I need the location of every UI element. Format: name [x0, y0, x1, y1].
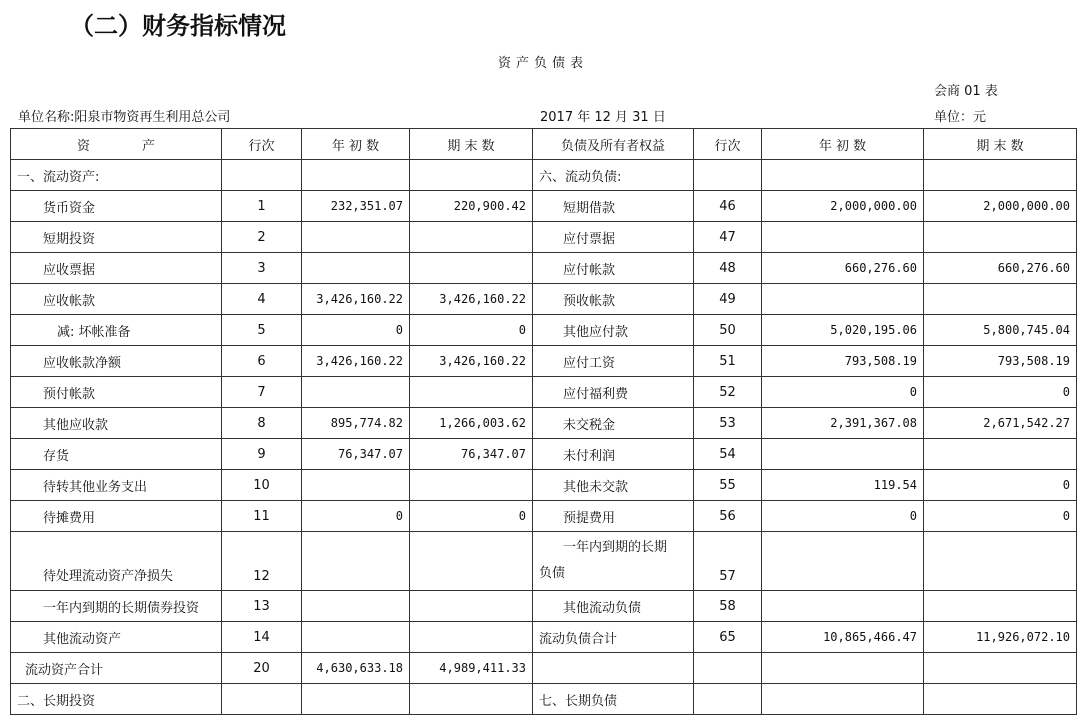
asset-label: 减: 坏帐准备	[11, 315, 222, 346]
unit-name: 单位名称:阳泉市物资再生利用总公司	[18, 110, 231, 125]
header-line-no-2: 行次	[694, 129, 762, 160]
asset-end: 76,347.07	[410, 439, 533, 470]
liability-begin	[762, 684, 924, 715]
liability-label: 应付工资	[533, 346, 694, 377]
asset-end: 3,426,160.22	[410, 284, 533, 315]
asset-line-no	[222, 684, 302, 715]
asset-begin: 895,774.82	[302, 408, 410, 439]
liability-end	[924, 439, 1077, 470]
table-header-row	[11, 129, 1077, 160]
asset-end	[410, 377, 533, 408]
table-row	[11, 408, 1077, 439]
liability-end	[924, 284, 1077, 315]
liability-label: 应付票据	[533, 222, 694, 253]
asset-label: 待转其他业务支出	[11, 470, 222, 501]
asset-label: 待摊费用	[11, 501, 222, 532]
asset-begin	[302, 160, 410, 191]
liability-begin	[762, 160, 924, 191]
liability-end: 11,926,072.10	[924, 622, 1077, 653]
liability-end	[924, 591, 1077, 622]
asset-line-no: 12	[222, 532, 302, 591]
asset-line-no: 10	[222, 470, 302, 501]
asset-end	[410, 253, 533, 284]
liability-end	[924, 653, 1077, 684]
liability-line-no: 47	[694, 222, 762, 253]
liability-begin: 2,391,367.08	[762, 408, 924, 439]
liability-label-line-1: 一年内到期的长期	[563, 540, 668, 555]
asset-line-no: 9	[222, 439, 302, 470]
asset-label: 流动资产合计	[11, 653, 222, 684]
liability-line-no	[694, 653, 762, 684]
liability-label	[533, 653, 694, 684]
form-number: 会商 01 表	[934, 84, 998, 99]
asset-label: 二、长期投资	[11, 684, 222, 715]
asset-label: 预付帐款	[11, 377, 222, 408]
liability-label: 未交税金	[533, 408, 694, 439]
asset-line-no: 6	[222, 346, 302, 377]
asset-end	[410, 470, 533, 501]
asset-line-no: 11	[222, 501, 302, 532]
header-liability: 负债及所有者权益	[533, 129, 694, 160]
currency-unit: 单位：元	[934, 110, 987, 125]
asset-begin	[302, 532, 410, 591]
liability-line-no	[694, 684, 762, 715]
table-row	[11, 622, 1077, 653]
liability-line-no: 54	[694, 439, 762, 470]
asset-label: 应收票据	[11, 253, 222, 284]
table-row	[11, 253, 1077, 284]
liability-label: 未付利润	[533, 439, 694, 470]
liability-end	[924, 532, 1077, 591]
liability-begin	[762, 222, 924, 253]
liability-label-line-2: 负债	[539, 566, 566, 581]
asset-line-no: 3	[222, 253, 302, 284]
asset-begin	[302, 622, 410, 653]
liability-label: 应付福利费	[533, 377, 694, 408]
liability-end: 2,000,000.00	[924, 191, 1077, 222]
liability-line-no: 56	[694, 501, 762, 532]
asset-begin: 3,426,160.22	[302, 284, 410, 315]
asset-end	[410, 532, 533, 591]
asset-end: 0	[410, 501, 533, 532]
asset-line-no: 20	[222, 653, 302, 684]
table-row	[11, 684, 1077, 715]
header-begin-2: 年 初 数	[762, 129, 924, 160]
table-row	[11, 160, 1077, 191]
table-row	[11, 470, 1077, 501]
liability-begin	[762, 591, 924, 622]
asset-line-no: 8	[222, 408, 302, 439]
report-date: 2017 年 12 月 31 日	[540, 110, 666, 125]
liability-begin: 5,020,195.06	[762, 315, 924, 346]
asset-begin	[302, 377, 410, 408]
asset-label: 一年内到期的长期债券投资	[11, 591, 222, 622]
asset-line-no: 5	[222, 315, 302, 346]
asset-end	[410, 622, 533, 653]
asset-begin: 0	[302, 315, 410, 346]
liability-line-no: 50	[694, 315, 762, 346]
header-begin: 年 初 数	[302, 129, 410, 160]
asset-end: 1,266,003.62	[410, 408, 533, 439]
liability-end	[924, 222, 1077, 253]
asset-label: 其他应收款	[11, 408, 222, 439]
table-row	[11, 439, 1077, 470]
liability-label: 预提费用	[533, 501, 694, 532]
liability-label: 预收帐款	[533, 284, 694, 315]
asset-begin	[302, 470, 410, 501]
liability-end: 2,671,542.27	[924, 408, 1077, 439]
liability-line-no: 58	[694, 591, 762, 622]
table-row	[11, 653, 1077, 684]
liability-label: 其他流动负债	[533, 591, 694, 622]
table-row	[11, 284, 1077, 315]
liability-begin	[762, 532, 924, 591]
liability-begin: 0	[762, 501, 924, 532]
asset-begin: 4,630,633.18	[302, 653, 410, 684]
asset-begin	[302, 591, 410, 622]
liability-end	[924, 160, 1077, 191]
liability-line-no: 65	[694, 622, 762, 653]
asset-end	[410, 591, 533, 622]
liability-label	[533, 532, 694, 591]
asset-begin	[302, 253, 410, 284]
asset-line-no: 2	[222, 222, 302, 253]
liability-end: 5,800,745.04	[924, 315, 1077, 346]
liability-line-no: 46	[694, 191, 762, 222]
asset-begin	[302, 222, 410, 253]
header-line-no: 行次	[222, 129, 302, 160]
liability-line-no: 49	[694, 284, 762, 315]
liability-end	[924, 684, 1077, 715]
asset-label: 应收帐款净额	[11, 346, 222, 377]
table-row	[11, 501, 1077, 532]
balance-sheet-table	[10, 128, 1077, 715]
asset-line-no: 13	[222, 591, 302, 622]
liability-begin: 119.54	[762, 470, 924, 501]
liability-line-no: 55	[694, 470, 762, 501]
asset-begin	[302, 684, 410, 715]
liability-begin	[762, 653, 924, 684]
liability-line-no: 48	[694, 253, 762, 284]
liability-begin	[762, 284, 924, 315]
liability-label: 其他未交款	[533, 470, 694, 501]
asset-label: 存货	[11, 439, 222, 470]
header-end-2: 期 末 数	[924, 129, 1077, 160]
asset-label: 货币资金	[11, 191, 222, 222]
asset-line-no: 4	[222, 284, 302, 315]
asset-end: 3,426,160.22	[410, 346, 533, 377]
header-end: 期 末 数	[410, 129, 533, 160]
liability-label: 七、长期负债	[533, 684, 694, 715]
liability-begin	[762, 439, 924, 470]
table-row	[11, 591, 1077, 622]
table-row	[11, 532, 1077, 591]
liability-begin: 0	[762, 377, 924, 408]
liability-label: 其他应付款	[533, 315, 694, 346]
liability-label: 短期借款	[533, 191, 694, 222]
asset-end: 4,989,411.33	[410, 653, 533, 684]
asset-label: 一、流动资产:	[11, 160, 222, 191]
liability-line-no: 52	[694, 377, 762, 408]
asset-end: 220,900.42	[410, 191, 533, 222]
asset-line-no: 1	[222, 191, 302, 222]
liability-end: 660,276.60	[924, 253, 1077, 284]
liability-end: 0	[924, 470, 1077, 501]
asset-begin: 3,426,160.22	[302, 346, 410, 377]
asset-end	[410, 222, 533, 253]
liability-begin: 660,276.60	[762, 253, 924, 284]
asset-begin: 0	[302, 501, 410, 532]
liability-end: 793,508.19	[924, 346, 1077, 377]
table-row	[11, 315, 1077, 346]
table-row	[11, 377, 1077, 408]
liability-begin: 2,000,000.00	[762, 191, 924, 222]
liability-end: 0	[924, 377, 1077, 408]
asset-label: 其他流动资产	[11, 622, 222, 653]
page-title: （二）财务指标情况	[70, 11, 286, 40]
asset-line-no: 14	[222, 622, 302, 653]
asset-end: 0	[410, 315, 533, 346]
asset-end	[410, 684, 533, 715]
asset-label: 短期投资	[11, 222, 222, 253]
report-subtitle: 资产负债表	[497, 56, 588, 71]
liability-begin: 793,508.19	[762, 346, 924, 377]
table-row	[11, 222, 1077, 253]
table-row	[11, 346, 1077, 377]
liability-line-no: 51	[694, 346, 762, 377]
liability-end: 0	[924, 501, 1077, 532]
liability-label: 流动负债合计	[533, 622, 694, 653]
header-asset: 资 产	[11, 129, 222, 160]
asset-line-no	[222, 160, 302, 191]
asset-line-no: 7	[222, 377, 302, 408]
liability-label: 六、流动负债:	[533, 160, 694, 191]
table-row	[11, 191, 1077, 222]
asset-label: 应收帐款	[11, 284, 222, 315]
liability-begin: 10,865,466.47	[762, 622, 924, 653]
liability-label: 应付帐款	[533, 253, 694, 284]
liability-line-no	[694, 160, 762, 191]
asset-begin: 232,351.07	[302, 191, 410, 222]
asset-begin: 76,347.07	[302, 439, 410, 470]
liability-line-no: 53	[694, 408, 762, 439]
liability-line-no: 57	[694, 532, 762, 591]
asset-label: 待处理流动资产净损失	[11, 532, 222, 591]
asset-end	[410, 160, 533, 191]
